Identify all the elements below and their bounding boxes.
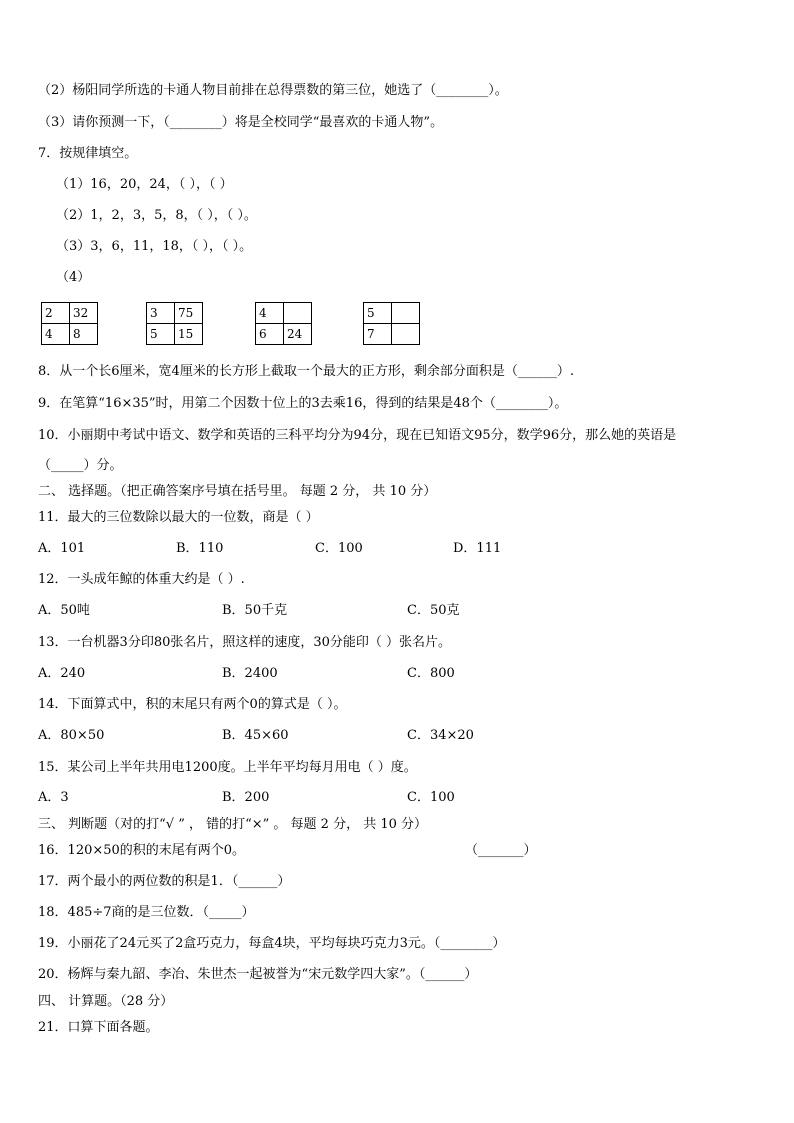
grid-cell (392, 303, 420, 324)
q7-item2: （2）1，2，3，5，8，（ ），（ ）。 (56, 208, 257, 223)
q9: 9．在笔算“16×35”时，用第二个因数十位上的3去乘16，得到的结果是48个（________）。 (38, 396, 568, 411)
grid-cell (392, 324, 420, 345)
q16: 16．120×50的积的末尾有两个0。 (38, 843, 246, 858)
q6-line2: （2）杨阳同学所选的卡通人物目前排在总得票数的第三位，她选了（________）。 (38, 83, 508, 98)
grid-cell: 75 (175, 303, 203, 324)
number-grid-2 (146, 302, 203, 345)
q10-line1: 10．小丽期中考试中语文、数学和英语的三科平均分为94分，现在已知语文95分，数学96分，那么她的英语是 (38, 428, 677, 443)
q14-option-b: B．45×60 (222, 728, 289, 743)
grid-cell: 4 (42, 324, 70, 345)
q19: 19．小丽花了24元买了2盒巧克力，每盒4块，平均每块巧克力3元。（________） (38, 936, 506, 951)
grid-cell: 15 (175, 324, 203, 345)
grid-cell: 5 (364, 303, 392, 324)
grid-cell: 6 (256, 324, 284, 345)
q17: 17．两个最小的两位数的积是1．（______） (38, 874, 291, 889)
q11-option-d: D．111 (453, 541, 502, 556)
q7-item3: （3）3，6，11，18，（ ），（ ）。 (56, 239, 253, 254)
q11: 11．最大的三位数除以最大的一位数，商是（ ） (38, 510, 319, 525)
q14-option-c: C．34×20 (407, 728, 474, 743)
q7-title: 7．按规律填空。 (38, 146, 138, 161)
q10-line2: （_____）分。 (38, 458, 123, 473)
q16-blank: （_______） (465, 843, 537, 858)
q7-item4: （4） (56, 270, 91, 285)
grid-cell: 7 (364, 324, 392, 345)
q11-option-a: A．101 (38, 541, 86, 556)
q13-option-b: B．2400 (222, 666, 278, 681)
q13-option-a: A．240 (38, 666, 86, 681)
q12-option-a: A．50吨 (38, 603, 90, 618)
grid-cell: 3 (147, 303, 175, 324)
q12-option-b: B．50千克 (222, 603, 288, 618)
section-2-heading: 二、 选择题。（把正确答案序号填在括号里。 每题 2 分， 共 10 分） (38, 484, 437, 499)
q15-option-c: C．100 (407, 790, 455, 805)
number-grid-3 (255, 302, 312, 345)
q18: 18．485÷7商的是三位数．（_____） (38, 905, 255, 920)
q21: 21．口算下面各题。 (38, 1020, 159, 1035)
q7-item1: （1）16，20，24，（ ），（ ） (56, 177, 233, 192)
number-grid-1 (41, 302, 98, 345)
q14: 14．下面算式中，积的末尾只有两个0的算式是（ ）。 (38, 697, 347, 712)
grid-cell: 32 (70, 303, 98, 324)
q13: 13．一台机器3分印80张名片，照这样的速度，30分能印（ ）张名片。 (38, 635, 452, 650)
q12: 12．一头成年鲸的体重大约是（ ）. (38, 572, 245, 587)
grid-cell: 24 (284, 324, 312, 345)
grid-cell: 5 (147, 324, 175, 345)
grid-cell: 8 (70, 324, 98, 345)
q12-option-c: C．50克 (407, 603, 460, 618)
q15-option-b: B．200 (222, 790, 270, 805)
q15: 15．某公司上半年共用电1200度。上半年平均每月用电（ ）度。 (38, 760, 417, 775)
section-3-heading: 三、 判断题（对的打“√ ” ， 错的打“×” 。 每题 2 分， 共 10 分） (38, 817, 428, 832)
q13-option-c: C．800 (407, 666, 455, 681)
q11-option-c: C．100 (315, 541, 363, 556)
grid-cell: 4 (256, 303, 284, 324)
q15-option-a: A．3 (38, 790, 69, 805)
number-grid-4 (363, 302, 420, 345)
q14-option-a: A．80×50 (38, 728, 105, 743)
section-4-heading: 四、 计算题。（28 分） (38, 994, 174, 1009)
q8: 8．从一个长6厘米，宽4厘米的长方形上截取一个最大的正方形，剩余部分面积是（______）. (38, 364, 574, 379)
q6-line3: （3）请你预测一下，（________）将是全校同学“最喜欢的卡通人物”。 (38, 115, 444, 130)
grid-cell (284, 303, 312, 324)
q20: 20．杨辉与秦九韶、李冶、朱世杰一起被誉为“宋元数学四大家”。（______） (38, 967, 478, 982)
grid-cell: 2 (42, 303, 70, 324)
q11-option-b: B．110 (176, 541, 224, 556)
